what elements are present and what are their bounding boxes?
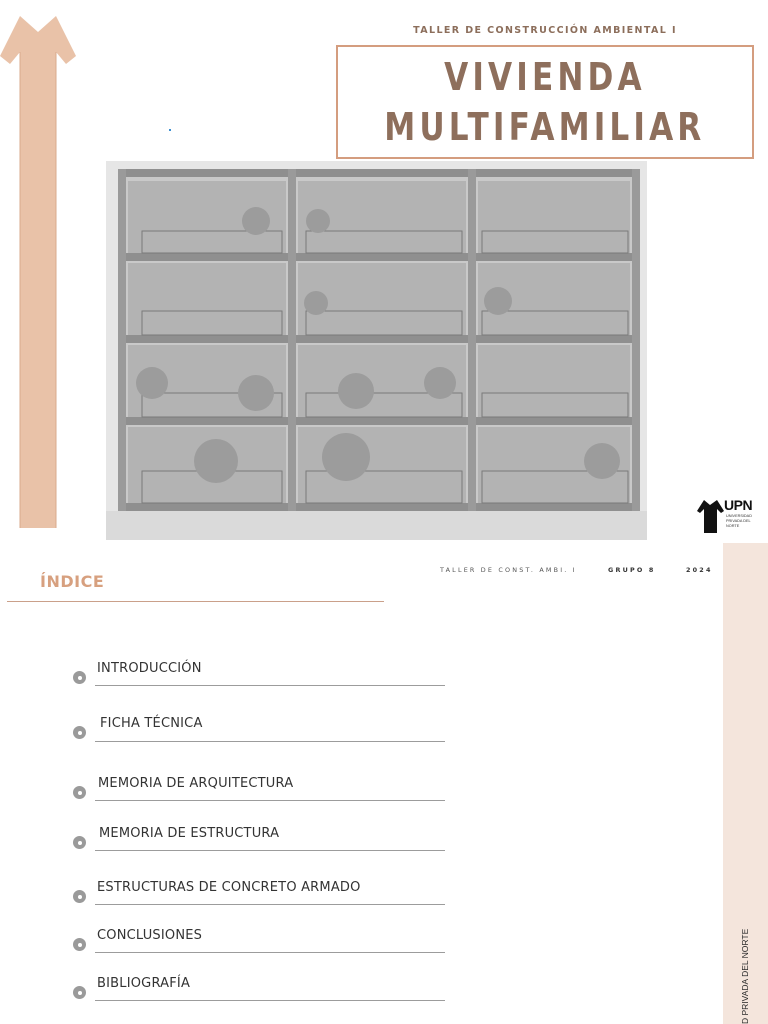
building-photo <box>106 161 647 540</box>
meta-group: GRUPO 8 <box>608 566 656 574</box>
toc-item-label: BIBLIOGRAFÍA <box>97 976 191 991</box>
bullet-icon <box>73 836 86 849</box>
logo-subtitle: UNIVERSIDAD PRIVADA DEL NORTE <box>726 514 752 528</box>
toc-underline <box>95 850 445 851</box>
toc-item-conclusiones[interactable] <box>73 928 445 958</box>
bullet-icon <box>73 938 86 951</box>
title-box <box>336 45 754 159</box>
toc-underline <box>95 952 445 953</box>
toc-item-memoria-estructura[interactable] <box>73 826 445 856</box>
toc-item-estructuras-concreto[interactable] <box>73 880 445 910</box>
index-divider <box>7 601 384 602</box>
toc-item-introduccion[interactable] <box>73 661 445 691</box>
bullet-icon <box>73 786 86 799</box>
bullet-icon <box>73 726 86 739</box>
toc-item-bibliografia[interactable] <box>73 976 445 1006</box>
toc-underline <box>95 800 445 801</box>
meta-course: TALLER DE CONST. AMBI. I <box>440 566 577 574</box>
toc-item-label: CONCLUSIONES <box>97 928 203 943</box>
arrow-decoration-icon <box>0 12 76 528</box>
toc-item-label: MEMORIA DE ARQUITECTURA <box>98 776 294 791</box>
bullet-icon <box>73 890 86 903</box>
index-title: ÍNDICE <box>40 572 105 591</box>
title-line-2: MULTIFAMILIAR <box>384 105 706 149</box>
bullet-icon <box>73 671 86 684</box>
toc-item-ficha-tecnica[interactable] <box>73 716 445 746</box>
logo-name: UPN <box>724 497 753 513</box>
toc-item-label: INTRODUCCIÓN <box>97 661 202 676</box>
toc-underline <box>95 1000 445 1001</box>
toc-item-memoria-arquitectura[interactable] <box>73 776 445 806</box>
toc-item-label: ESTRUCTURAS DE CONCRETO ARMADO <box>97 880 361 895</box>
toc-underline <box>95 741 445 742</box>
toc-underline <box>95 904 445 905</box>
decorative-dot <box>169 129 171 131</box>
bullet-icon <box>73 986 86 999</box>
title-line-1: VIVIENDA <box>444 55 646 99</box>
toc-underline <box>95 685 445 686</box>
toc-item-label: MEMORIA DE ESTRUCTURA <box>99 826 280 841</box>
toc-item-label: FICHA TÉCNICA <box>100 716 203 731</box>
meta-year: 2024 <box>686 566 713 574</box>
course-subtitle: TALLER DE CONSTRUCCIÓN AMBIENTAL I <box>413 25 677 36</box>
side-label: D PRIVADA DEL NORTE <box>740 928 750 1024</box>
